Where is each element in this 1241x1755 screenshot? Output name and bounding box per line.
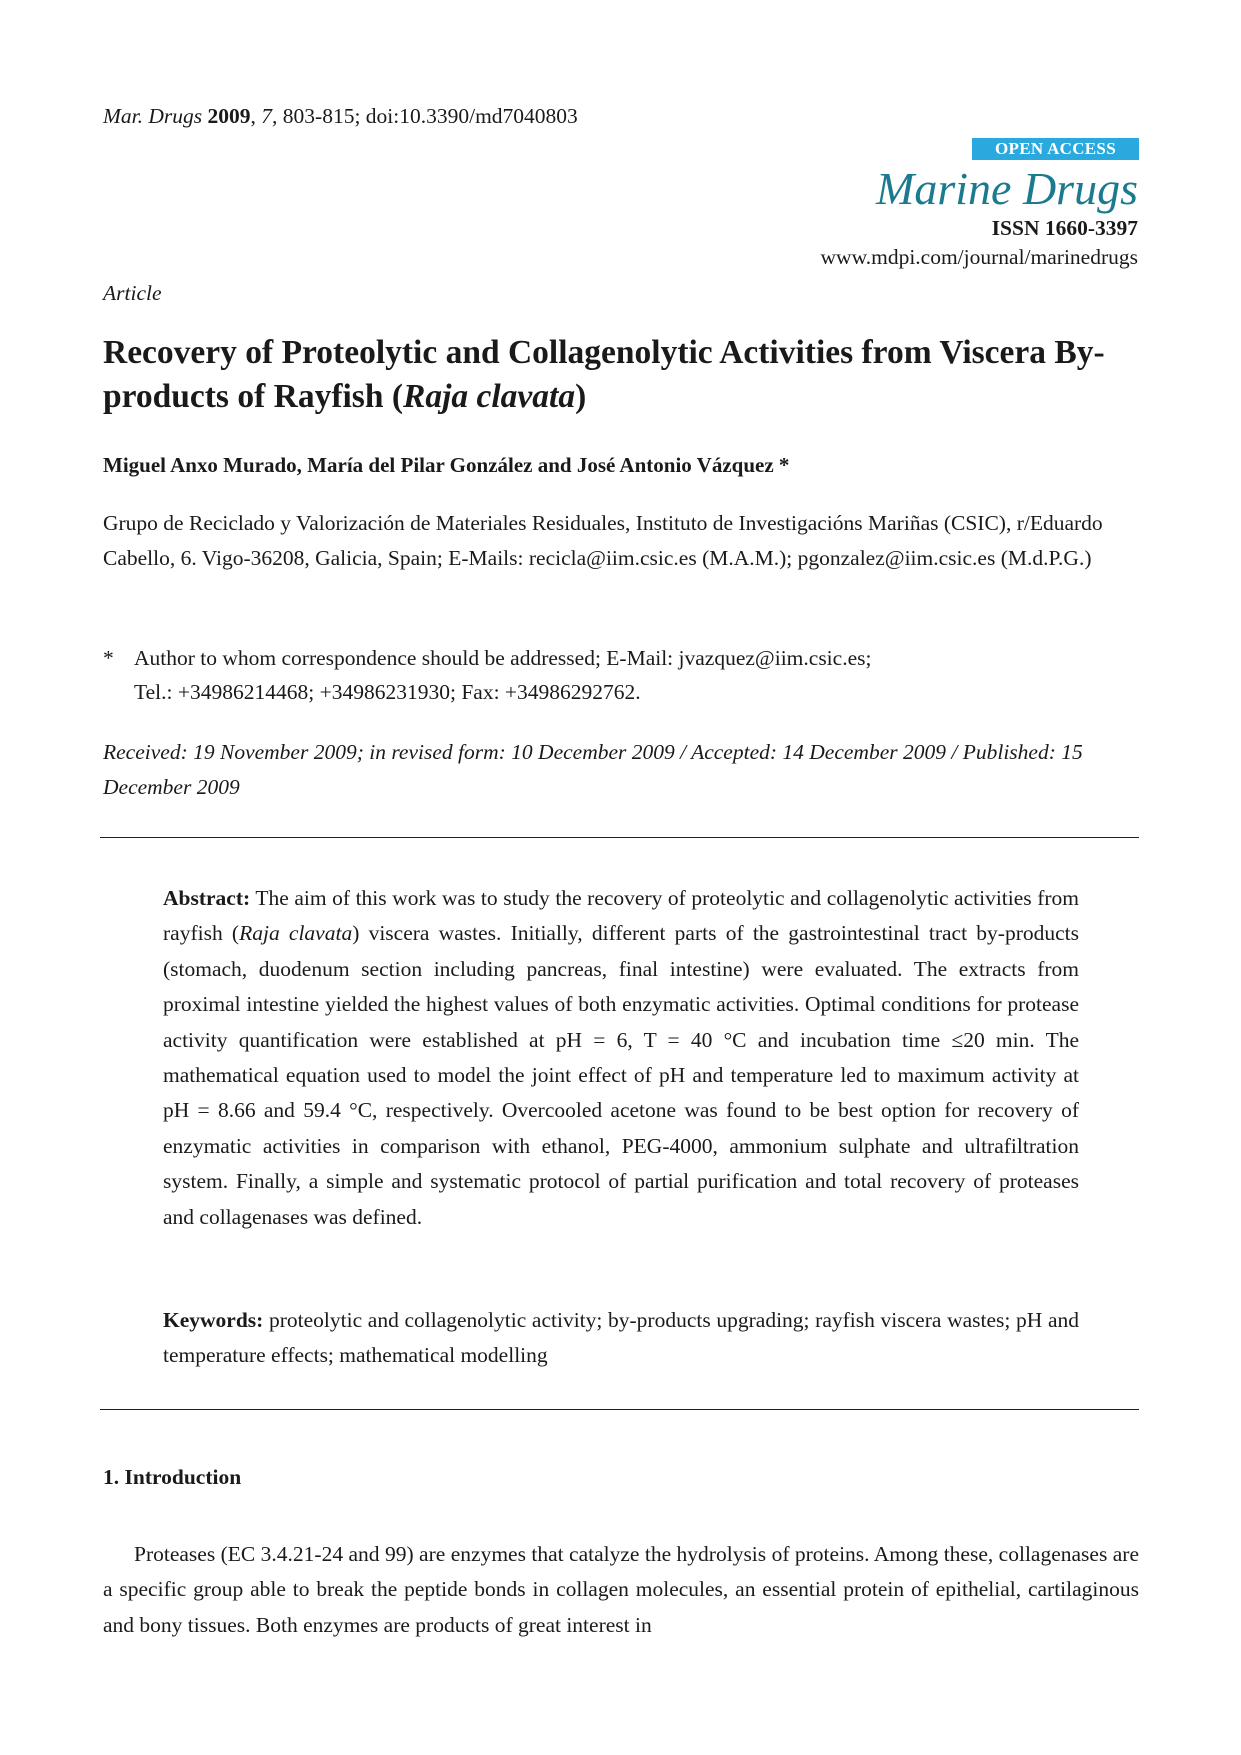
issn: ISSN 1660-3397 (991, 216, 1138, 240)
title-species: Raja clavata (402, 378, 576, 415)
publication-dates: Received: 19 November 2009; in revised form: 10 December 2009 / Accepted: 14 December 2009 / Published: 15 December 2009 (103, 740, 1083, 799)
title-close: ) (575, 378, 587, 415)
section-heading-introduction: 1. Introduction (103, 1465, 242, 1489)
corr-phone-line: Tel.: +34986214468; +34986231930; Fax: +34986292762. (134, 680, 641, 704)
citation-line (103, 104, 578, 129)
keywords-label: Keywords: (163, 1308, 264, 1332)
abstract (163, 881, 1079, 1235)
volume-number: 7 (261, 104, 273, 128)
correspondence-note (103, 641, 1138, 709)
journal-abbrev: Mar. Drugs (103, 104, 203, 128)
citation-sep: , (250, 104, 262, 128)
paper-title (103, 331, 1143, 419)
journal-url[interactable]: www.mdpi.com/journal/marinedrugs (820, 245, 1138, 269)
introduction-paragraph: Proteases (EC 3.4.21-24 and 99) are enzymes that catalyze the hydrolysis of proteins. Among these, collagenases are a specific group able to break the peptide bonds in collagen molecules, an essential protein of epithelial, cartilaginous and bony tissues. Both enzymes are products of great interest in (103, 1542, 1139, 1637)
corr-email-line: Author to whom correspondence should be addressed; E-Mail: jvazquez@iim.csic.es; (134, 646, 872, 670)
corr-star: * (103, 646, 114, 670)
keywords (163, 1303, 1079, 1374)
affiliation: Grupo de Reciclado y Valorización de Materiales Residuales, Instituto de Investigacións Mariñas (CSIC), r/Eduardo Cabello, 6. Vigo-36208, Galicia, Spain; E-Mails: recicla@iim.csic.es (M.A.M.); pgonzalez@iim.csic.es (M.d.P.G.) (103, 511, 1103, 570)
top-divider (100, 837, 1139, 838)
journal-name: Marine Drugs (876, 163, 1138, 214)
abstract-text-a: The aim of this work was to study the recovery of proteolytic and collagenolytic activities from rayfish ( (163, 886, 1079, 946)
keywords-text: proteolytic and collagenolytic activity; by-products upgrading; rayfish viscera wastes; pH and temperature effects; mathematical modelling (163, 1308, 1079, 1368)
pub-year: 2009 (207, 104, 251, 128)
open-access-badge: OPEN ACCESS (972, 138, 1139, 160)
pages-doi: , 803-815; doi:10.3390/md7040803 (272, 104, 578, 128)
article-type: Article (103, 281, 162, 305)
title-text: Recovery of Proteolytic and Collagenolytic Activities from Viscera By-products of Rayfish ( (103, 334, 1105, 415)
abstract-text-b: ) viscera wastes. Initially, different parts of the gastrointestinal tract by-products (stomach, duodenum section including pancreas, final intestine) were evaluated. The extracts from proximal intestine yielded the highest values of both enzymatic activities. Optimal conditions for protease activity quantification were established at pH = 6, T = 40 °C and incubation time ≤20 min. The mathematical equation used to model the joint effect of pH and temperature led to maximum activity at pH = 8.66 and 59.4 °C, respectively. Overcooled acetone was found to be best option for recovery of enzymatic activities in comparison with ethanol, PEG-4000, ammonium sulphate and ultrafiltration system. Finally, a simple and systematic protocol of partial purification and total recovery of proteases and collagenases was defined. (163, 921, 1079, 1229)
author-list: Miguel Anxo Murado, María del Pilar González and José Antonio Vázquez * (103, 453, 790, 477)
abstract-species: Raja clavata (239, 921, 353, 946)
bottom-divider (100, 1409, 1139, 1410)
abstract-label: Abstract: (163, 886, 251, 910)
